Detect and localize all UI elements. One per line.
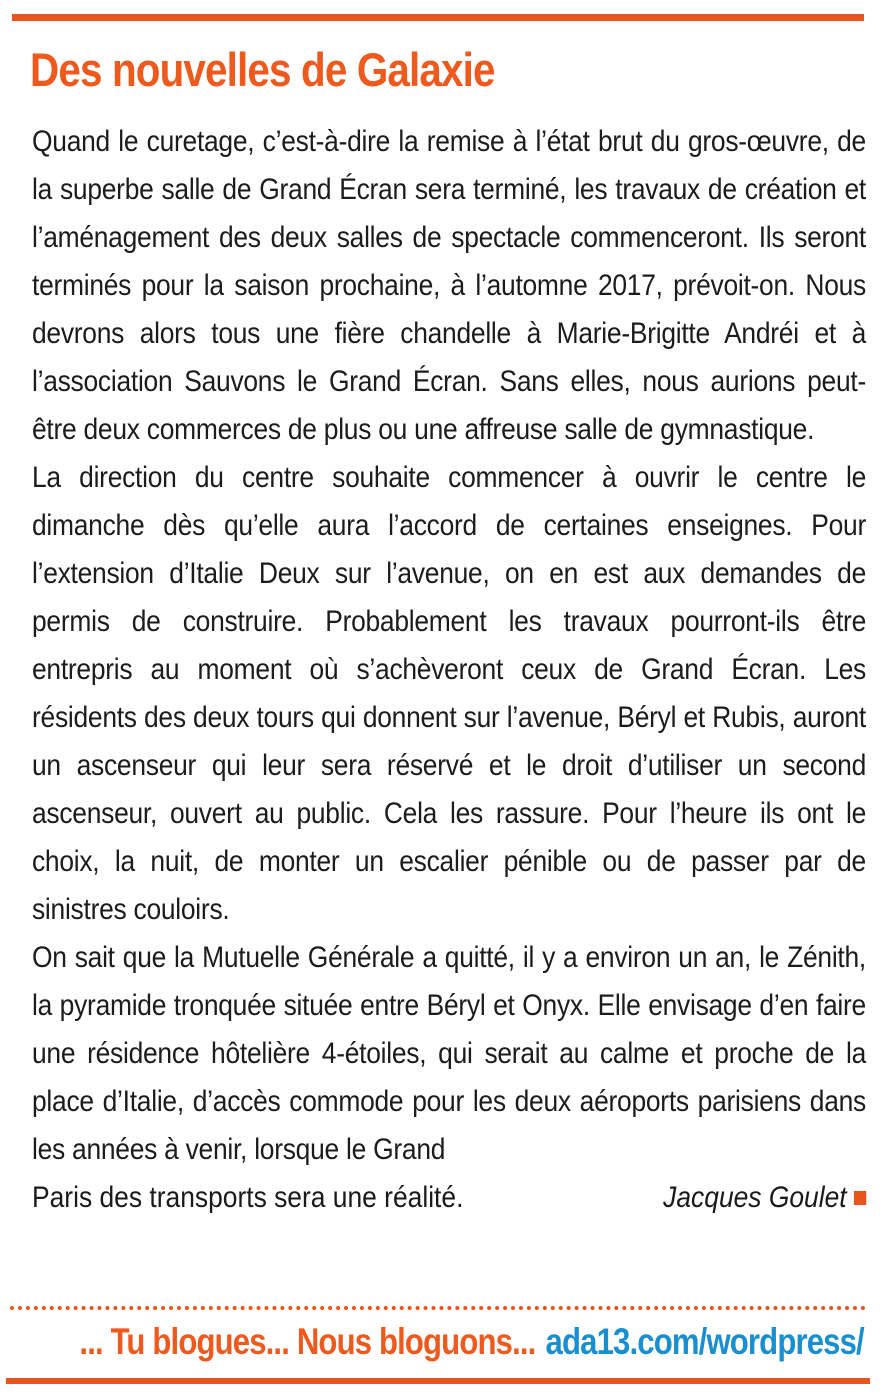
article-paragraph-2: La direction du centre souhaite commencer à ouvrir le centre le dimanche dès qu’elle aura l’accord de certaines enseignes. Pour l’extension d’Italie Deux sur l’avenue, on en est aux demandes de permis de construire. Probablement les travaux pourront-ils être entrepris au moment où s’achèveront ceux de Grand Écran. Les résidents des deux tours qui donnent sur l’avenue, Béryl et Rubis, auront un ascenseur qui leur sera réservé et le droit d’utiliser un second ascenseur, ouvert au public. Cela les rassure. Pour l’heure ils ont le choix, la nuit, de monter un escalier pénible ou de passer par de sinistres couloirs.: [32, 461, 866, 926]
bottom-rule: [6, 1378, 870, 1384]
article-last-line: Paris des transports sera une réalité.: [32, 1181, 464, 1214]
author-block: [663, 1174, 866, 1222]
footer-inner: [80, 1321, 864, 1363]
article-paragraph-1: Quand le curetage, c’est-à-dire la remise à l’état brut du gros-œuvre, de la superbe salle de Grand Écran sera terminé, les travaux de création et l’aménagement des deux salles de spectacle commenceront. Ils seront terminés pour la saison prochaine, à l’automne 2017, prévoit-on. Nous devrons alors tous une fière chandelle à Marie-Brigitte Andréi et à l’association Sauvons le Grand Écran. Sans elles, nous aurions peut-être deux commerces de plus ou une affreuse salle de gymnastique.: [32, 125, 866, 446]
signoff-line: [32, 1174, 866, 1222]
article-body: [32, 118, 866, 1222]
top-rule: [12, 14, 864, 21]
article-paragraph-3: On sait que la Mutuelle Générale a quitté, il y a environ un an, le Zénith, la pyramide tronquée située entre Béryl et Onyx. Elle envisage d’en faire une résidence hôtelière 4-étoiles, qui serait au calme et proche de la place d’Italie, d’accès commode pour les deux aéroports parisiens dans les années à venir, lorsque le Grand: [32, 941, 866, 1166]
author-name: Jacques Goulet: [663, 1181, 847, 1214]
article-text: [32, 118, 866, 1222]
end-mark-icon: [854, 1191, 866, 1205]
article-title: Des nouvelles de Galaxie: [30, 43, 495, 96]
dotted-separator: [10, 1306, 866, 1310]
footer-banner: [0, 1312, 888, 1372]
footer-slogan: ... Tu blogues... Nous bloguons...: [79, 1321, 536, 1362]
footer-blog-link[interactable]: ada13.com/wordpress/: [545, 1321, 864, 1362]
